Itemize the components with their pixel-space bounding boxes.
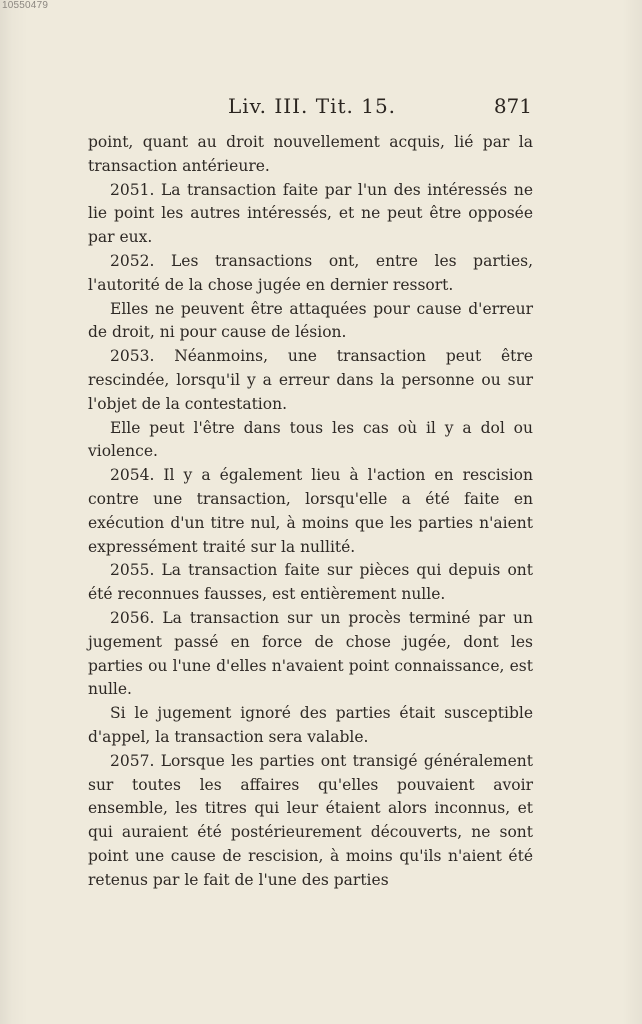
- paragraph-continuation: point, quant au droit nouvellement acquis, lié par la transaction antérieure.: [88, 133, 533, 175]
- catalog-id: 10550479: [2, 0, 49, 11]
- article-2056: 2056. La transaction sur un procès terminé par un jugement passé en force de chose jugée, dont les parties ou l'une d'elles n'avaient point connaissance, est nulle.: [88, 608, 533, 699]
- article-2056-paragraph-2: Si le jugement ignoré des parties était susceptible d'appel, la transaction sera valable.: [88, 704, 533, 746]
- page-number: 871: [493, 94, 532, 118]
- article-2051: 2051. La transaction faite par l'un des intéressés ne lie point les autres intéressés, et ne peut être opposée par eux.: [88, 180, 533, 247]
- article-2052: 2052. Les transactions ont, entre les parties, l'autorité de la chose jugée en dernier ressort.: [88, 251, 533, 294]
- article-2053: 2053. Néanmoins, une transaction peut être rescindée, lorsqu'il y a erreur dans la personne ou sur l'objet de la contestation.: [88, 347, 533, 413]
- article-2052-paragraph-2: Elles ne peuvent être attaquées pour cause d'erreur de droit, ni pour cause de lésion.: [88, 299, 533, 342]
- article-2055: 2055. La transaction faite sur pièces qui depuis ont été reconnues fausses, est entièrement nulle.: [88, 561, 533, 604]
- running-head-title: Liv. III. Tit. 15.: [228, 94, 397, 118]
- article-2053-paragraph-2: Elle peut l'être dans tous les cas où il y a dol ou violence.: [88, 418, 533, 461]
- body-text: [88, 131, 533, 893]
- article-2057: 2057. Lorsque les parties ont transigé généralement sur toutes les affaires qu'elles pouvaient avoir ensemble, les titres qui leur étaient alors inconnus, et qui auraient été postérieurement découverts, ne sont point une cause de rescision, à moins qu'ils n'aient été retenus par le fait de l'une des parties: [88, 751, 533, 889]
- running-head: [88, 94, 532, 122]
- article-2054: 2054. Il y a également lieu à l'action en rescision contre une transaction, lorsqu'elle a été faite en exécution d'un titre nul, à moins que les parties n'aient expressément traité sur la nullité.: [88, 466, 533, 556]
